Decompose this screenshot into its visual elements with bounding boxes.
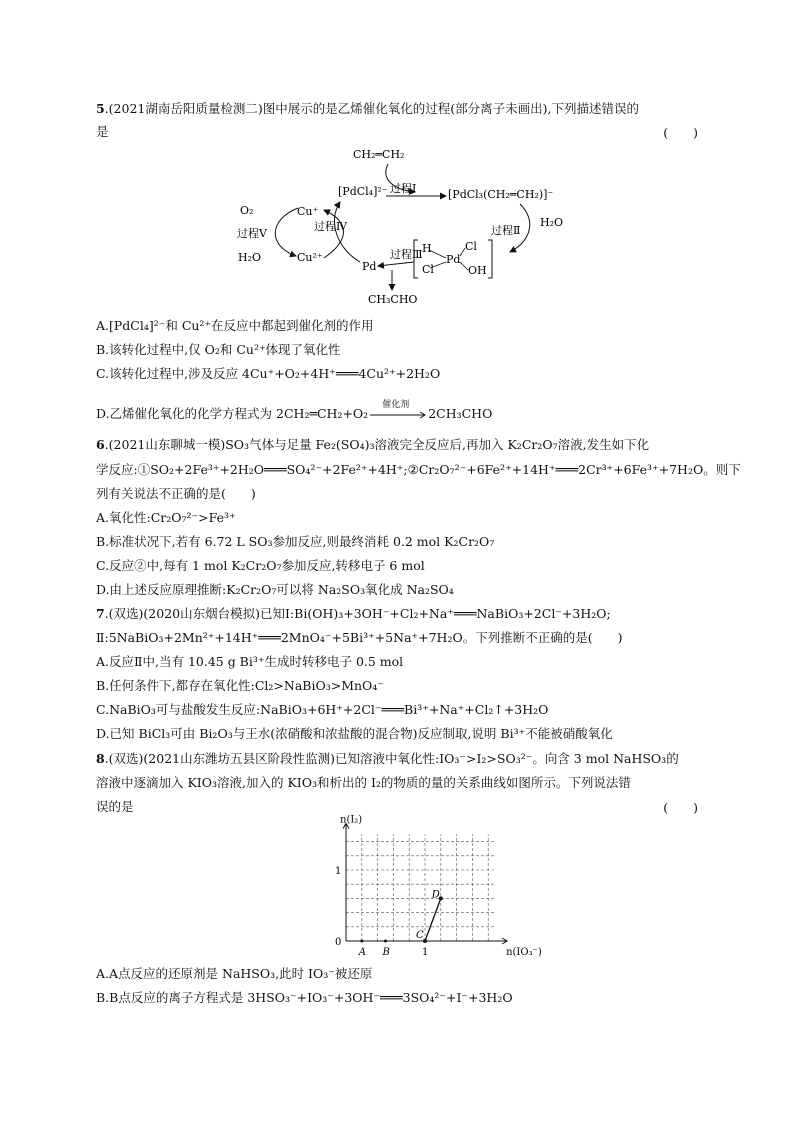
- y-tick-label: 0: [335, 937, 342, 948]
- x-tick-label: 1: [422, 947, 429, 958]
- q7-option-a[interactable]: A.反应Ⅱ中,当有 10.45 g Bi³⁺生成时转移电子 0.5 mol: [96, 654, 404, 669]
- catalyst-label: 催化剂: [382, 399, 410, 410]
- q8-stem-line1: 8.(双选)(2021山东潍坊五县区阶段性监测)已知溶液中氧化性:IO₃⁻>I₂>SO₃²⁻。向含 3 mol NaHSO₃的: [96, 751, 679, 766]
- cu-plus-label: Cu⁺: [297, 205, 319, 218]
- process-1-label: 过程Ⅰ: [390, 182, 417, 195]
- q5-option-d-left: D.乙烯催化氧化的化学方程式为 2CH₂═CH₂+O₂: [96, 406, 369, 421]
- y-tick-label: 1: [335, 866, 342, 877]
- y-axis-label: n(I₂): [340, 814, 363, 826]
- q5-option-d-right: 2CH₃CHO: [428, 406, 493, 421]
- catalytic-cycle-diagram: [220, 140, 580, 310]
- oxygen-label: O₂: [240, 204, 254, 217]
- q6-option-c[interactable]: C.反应②中,每有 1 mol K₂Cr₂O₇参加反应,转移电子 6 mol: [96, 558, 425, 573]
- point-a-label: A: [358, 947, 367, 958]
- q6-option-b[interactable]: B.标准状况下,若有 6.72 L SO₃参加反应,则最终消耗 0.2 mol K₂Cr₂O₇: [96, 534, 495, 549]
- q8-answer-paren: ( ): [663, 800, 698, 815]
- q7-stem-line1: 7.(双选)(2020山东烟台模拟)已知Ⅰ:Bi(OH)₃+3OH⁻+Cl₂+Na⁺═══NaBiO₃+2Cl⁻+3H₂O;: [96, 606, 611, 621]
- q6-stem-line3: 列有关说法不正确的是( ): [96, 486, 256, 501]
- q5-option-d[interactable]: [96, 399, 493, 423]
- pd-center-label: Pd: [446, 253, 461, 266]
- point-d-label: D: [431, 889, 440, 901]
- q6-stem-line1: 6.(2021山东聊城一模)SO₃气体与足量 Fe₂(SO₄)₃溶液完全反应后,再加入 K₂Cr₂O₇溶液,发生如下化: [96, 437, 650, 452]
- q5-option-c[interactable]: C.该转化过程中,涉及反应 4Cu⁺+O₂+4H⁺═══4Cu²⁺+2H₂O: [96, 366, 441, 381]
- cu-regeneration-arrow: [324, 210, 344, 258]
- point-b-marker: [384, 940, 387, 943]
- q5-stem-line1: 5.(2021湖南岳阳质量检测二)图中展示的是乙烯催化氧化的过程(部分离子未画出),下列描述错误的: [96, 101, 639, 116]
- x-axis-label: n(IO₃⁻): [506, 947, 542, 958]
- process-4-label: 过程Ⅳ: [314, 220, 347, 233]
- q6-option-a[interactable]: A.氧化性:Cr₂O₇²⁻>Fe³⁺: [96, 510, 236, 525]
- q7-option-b[interactable]: B.任何条件下,都存在氧化性:Cl₂>NaBiO₃>MnO₄⁻: [96, 678, 384, 693]
- bond-pd-oh: [460, 262, 468, 270]
- process-5-label: 过程Ⅴ: [237, 227, 267, 240]
- q6-option-d[interactable]: D.由上述反应原理推断:K₂Cr₂O₇可以将 Na₂SO₃氧化成 Na₂SO₄: [96, 582, 454, 597]
- catalyst-arrow: [370, 399, 426, 422]
- process-5-arrow: [275, 208, 298, 256]
- q8-option-b[interactable]: B.B点反应的离子方程式是 3HSO₃⁻+IO₃⁻+3OH⁻═══3SO₄²⁻+I⁻+3H₂O: [96, 990, 513, 1005]
- pdcl4-label: [PdCl₄]²⁻: [338, 185, 388, 198]
- q8-option-a[interactable]: A.A点反应的还原剂是 NaHSO₃,此时 IO₃⁻被还原: [96, 966, 373, 981]
- process-3-label: 过程Ⅲ: [390, 248, 423, 261]
- cu-2plus-label: Cu²⁺: [297, 251, 323, 264]
- hydroxyl-label: OH: [468, 264, 487, 277]
- pd-ethylene-complex-label: [PdCl₃(CH₂═CH₂)]⁻: [448, 188, 554, 201]
- series-line-cd: [425, 898, 441, 941]
- q5-stem-line2: 是: [96, 124, 109, 139]
- point-a-marker: [360, 940, 363, 943]
- chlorine-bottom-label: Cl: [422, 263, 434, 276]
- q7-option-d[interactable]: D.已知 BiCl₃可由 Bi₂O₃与王水(浓硝酸和浓盐酸的混合物)反应制取,说明 Bi³⁺不能被硝酸氧化: [96, 726, 613, 741]
- q5-answer-paren: ( ): [663, 125, 698, 140]
- q5-option-b[interactable]: B.该转化过程中,仅 O₂和 Cu²⁺体现了氧化性: [96, 342, 341, 357]
- q8-stem-line2: 溶液中逐滴加入 KIO₃溶液,加入的 KIO₃和析出的 I₂的物质的量的关系曲线如图所示。下列说法错: [96, 775, 631, 790]
- iodine-chart: [300, 814, 542, 962]
- palladium-label: Pd: [362, 260, 377, 273]
- hydrogen-label: H: [422, 242, 432, 255]
- process-3-arrow: [378, 262, 414, 266]
- chlorine-top-label: Cl: [465, 240, 477, 253]
- water-right-label: H₂O: [540, 216, 564, 229]
- ethylene-label: CH₂═CH₂: [353, 148, 405, 161]
- water-left-label: H₂O: [238, 251, 262, 264]
- acetaldehyde-label: CH₃CHO: [368, 293, 418, 306]
- q7-option-c[interactable]: C.NaBiO₃可与盐酸发生反应:NaBiO₃+6H⁺+2Cl⁻═══Bi³⁺+Na⁺+Cl₂↑+3H₂O: [96, 702, 549, 717]
- point-b-label: B: [382, 947, 390, 958]
- q5-option-a[interactable]: A.[PdCl₄]²⁻和 Cu²⁺在反应中都起到催化剂的作用: [96, 318, 374, 333]
- process-2-label: 过程Ⅱ: [491, 224, 521, 237]
- point-c-label: C: [416, 930, 424, 941]
- complex-bracket-right: [488, 240, 492, 278]
- q7-stem-line2: Ⅱ:5NaBiO₃+2Mn²⁺+14H⁺═══2MnO₄⁻+5Bi³⁺+5Na⁺+7H₂O。下列推断不正确的是( ): [96, 630, 623, 645]
- q8-stem-line3: 误的是: [96, 799, 134, 814]
- q6-stem-line2: 学反应:①SO₂+2Fe³⁺+2H₂O═══SO₄²⁻+2Fe²⁺+4H⁺;②Cr₂O₇²⁻+6Fe²⁺+14H⁺═══2Cr³⁺+6Fe³⁺+7H₂O。则下: [96, 462, 741, 477]
